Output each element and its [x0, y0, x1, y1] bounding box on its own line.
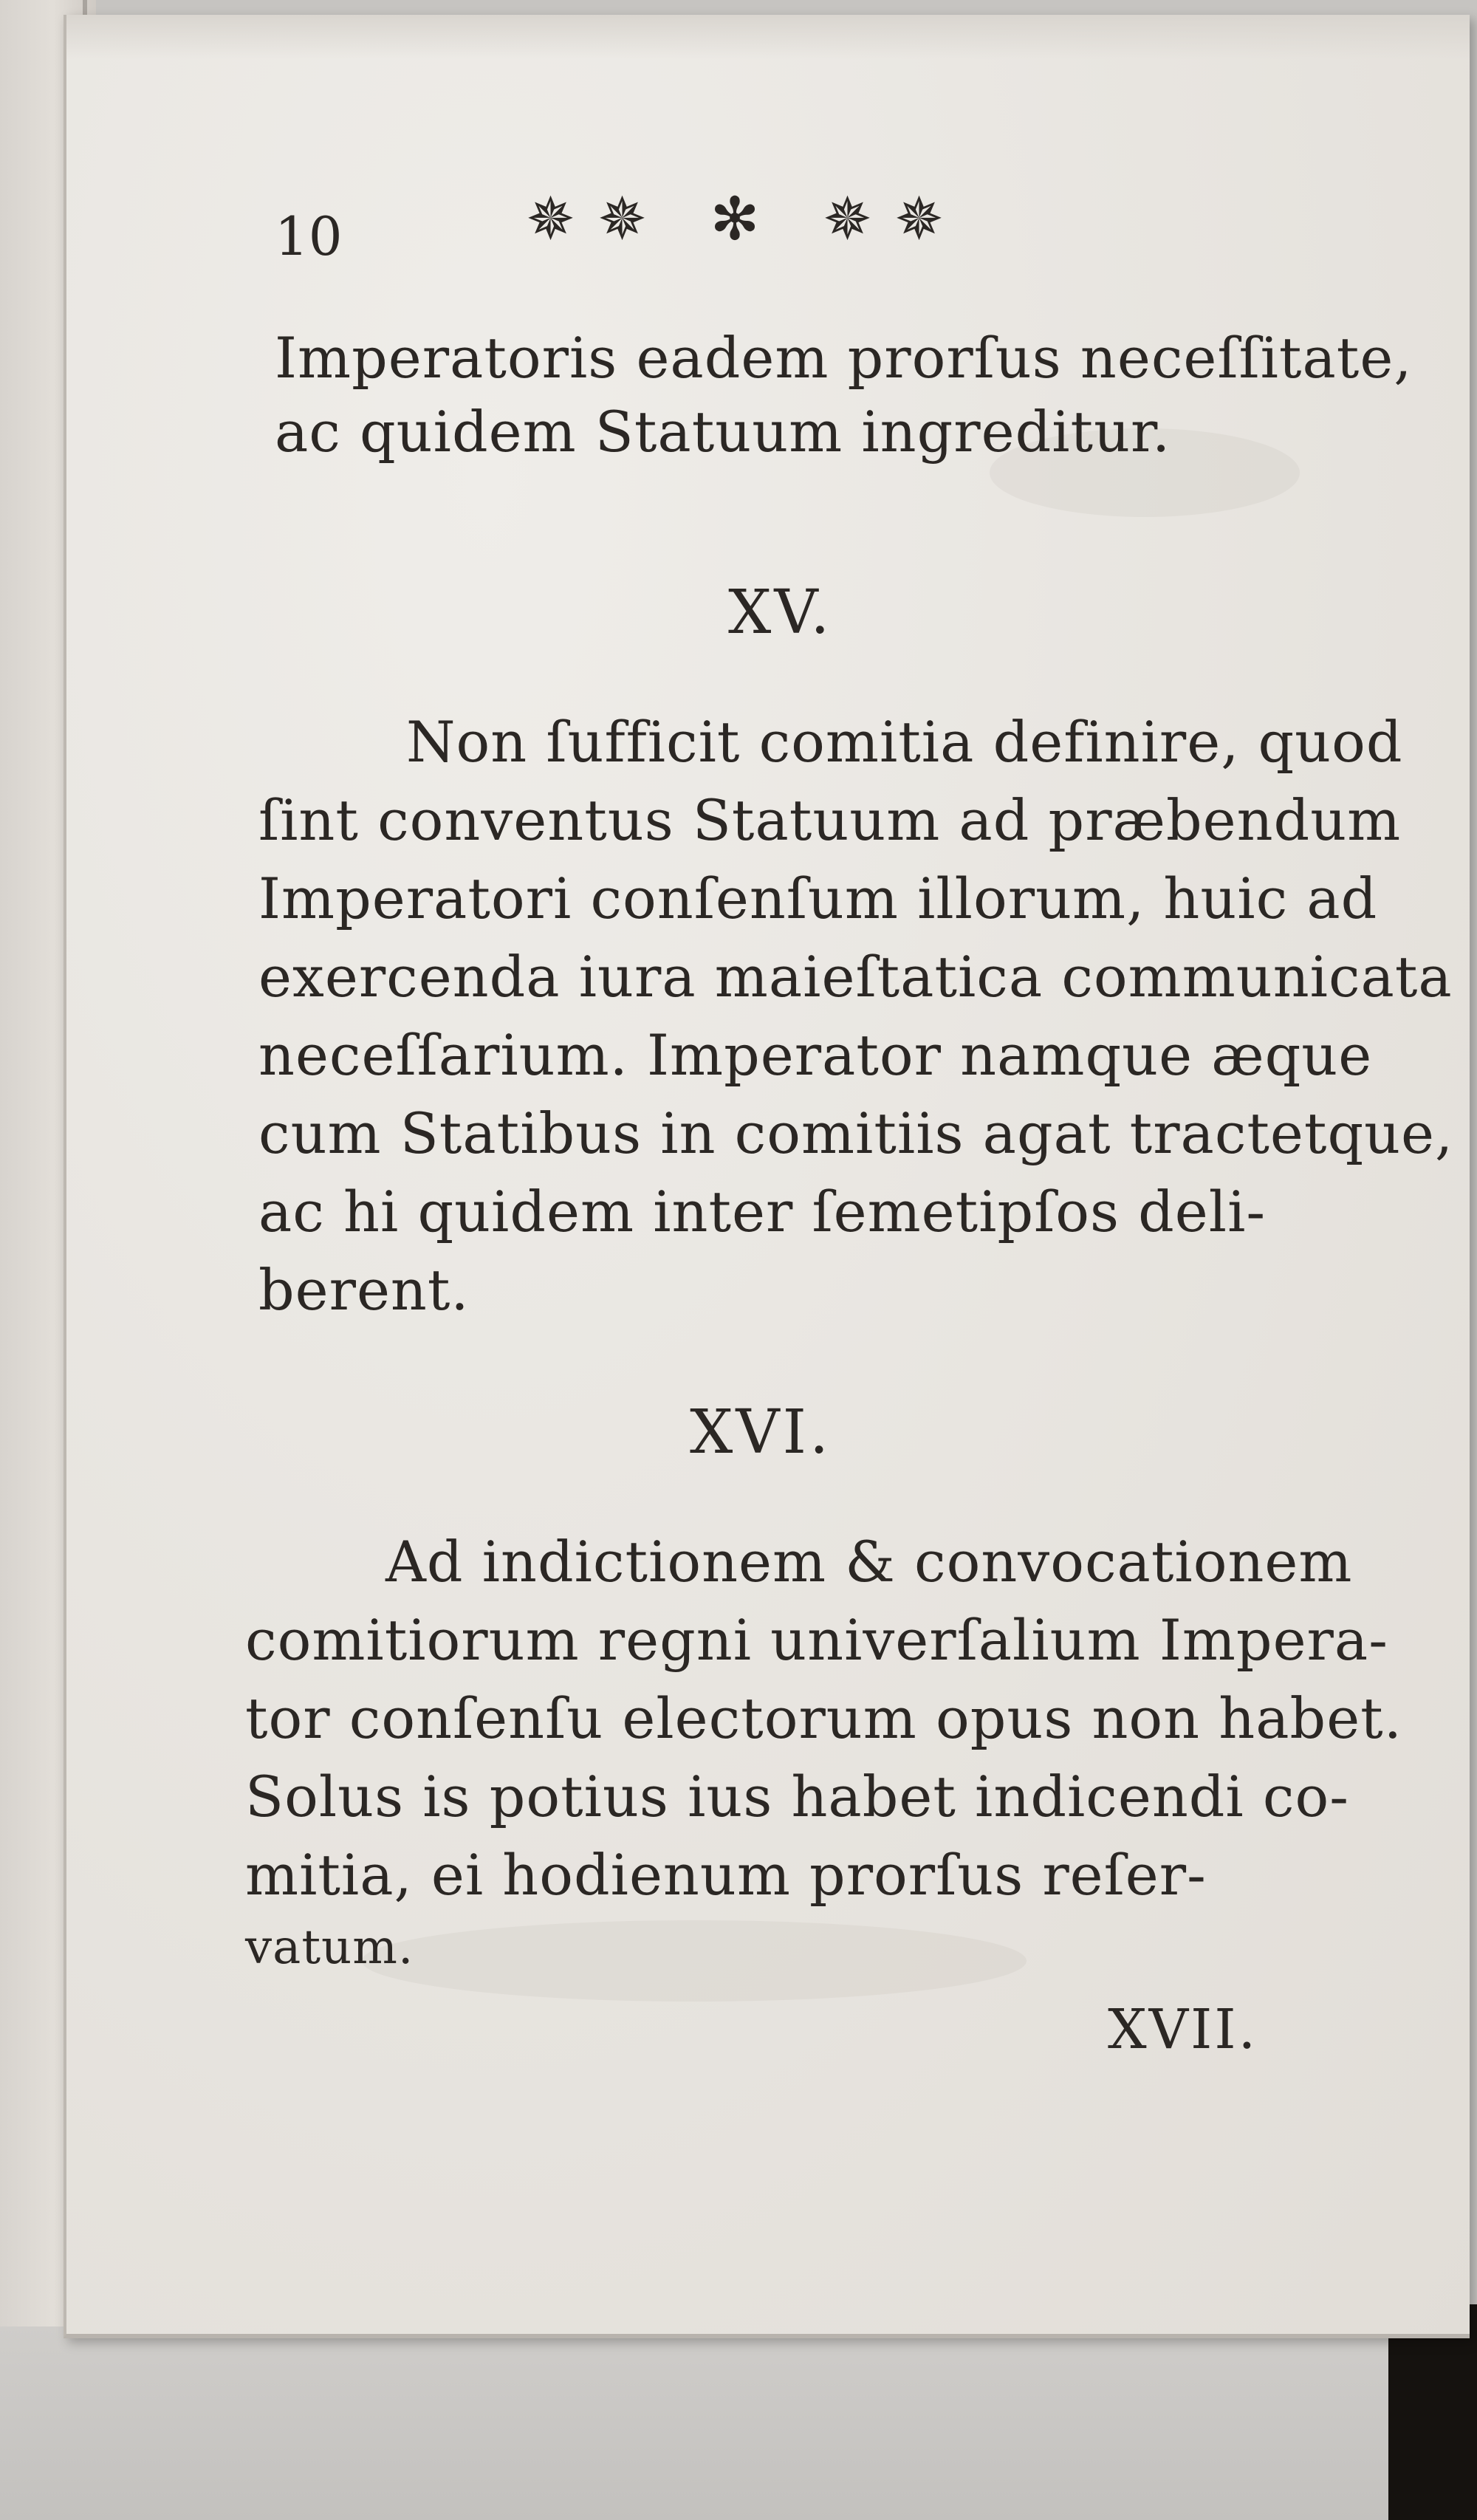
- running-header: [208, 177, 1316, 266]
- text-line: neceſſarium. Imperator namque æque: [258, 1022, 1373, 1088]
- section-xv-paragraph: [258, 709, 1454, 1323]
- page-top-shading: [66, 15, 1470, 59]
- text-line: comitiorum regni univerſalium Impera-: [245, 1607, 1388, 1673]
- text-line: exercenda iura maieſtatica communicata: [258, 944, 1453, 1010]
- text-line: ſint conventus Statuum ad præbendum: [258, 787, 1402, 853]
- under-page-strip: [0, 2326, 1477, 2520]
- text-line: Imperatori conſenſum illorum, huic ad: [258, 866, 1378, 931]
- text-line: Ad indictionem & convocationem: [385, 1529, 1353, 1595]
- intro-paragraph: [275, 325, 1413, 480]
- text-line: Solus is potius ius habet indicendi co-: [245, 1764, 1349, 1829]
- header-ornament: ✵✵ ✻ ✵✵: [526, 185, 967, 253]
- text-line: vatum.: [245, 1920, 414, 1975]
- catchword: XVII.: [1108, 1998, 1258, 2061]
- section-heading-xv: XV.: [728, 578, 833, 648]
- text-line: mitia, ei hodienum prorſus reſer-: [245, 1842, 1207, 1908]
- page-number: 10: [275, 205, 343, 267]
- text-line: Non ſufficit comitia definire, quod: [406, 709, 1403, 775]
- text-line: tor conſenſu electorum opus non habet.: [245, 1685, 1402, 1751]
- text-line: ac hi quidem inter ſemetipſos deli-: [258, 1179, 1267, 1244]
- text-line: ac quidem Statuum ingreditur.: [275, 399, 1171, 465]
- text-line: cum Statibus in comitiis agat tractetque,: [258, 1100, 1454, 1166]
- section-xvi-paragraph: [245, 1529, 1402, 1987]
- text-line: Imperatoris eadem prorſus neceſſitate,: [275, 325, 1413, 391]
- text-line: berent.: [258, 1257, 470, 1323]
- section-heading-xvi: XVI.: [690, 1397, 832, 1468]
